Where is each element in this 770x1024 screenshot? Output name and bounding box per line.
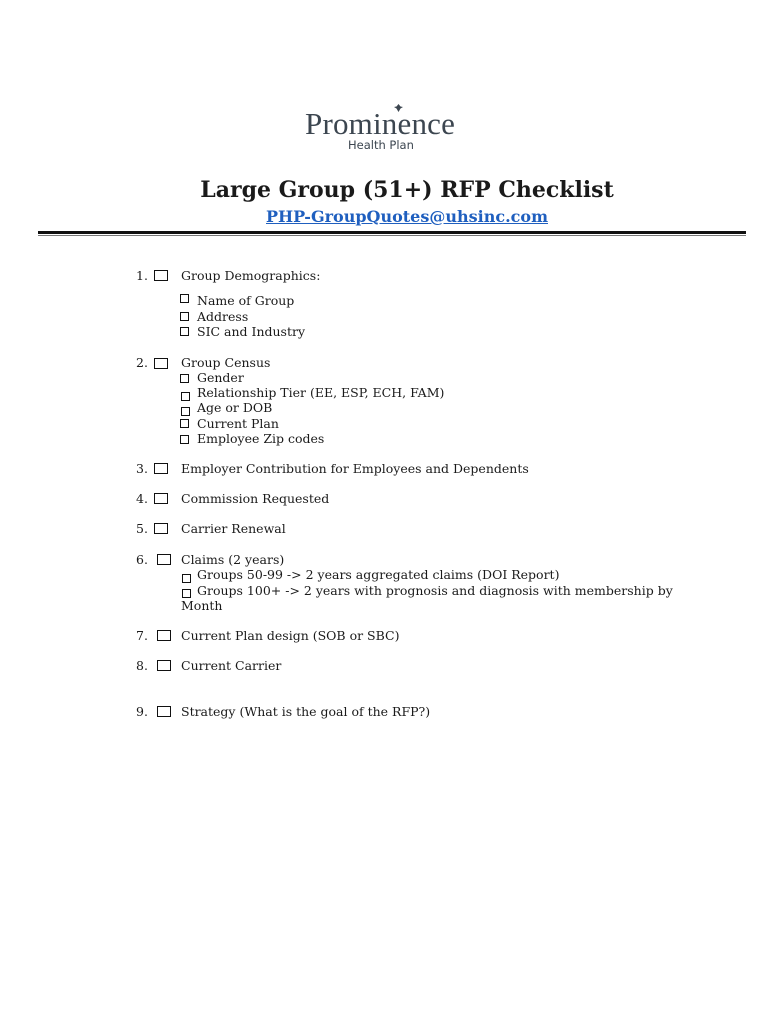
checkbox[interactable] (180, 312, 189, 321)
item-number: 9. (136, 704, 148, 719)
logo-name: Prominence (305, 106, 456, 141)
title-divider (38, 231, 746, 234)
checkbox[interactable] (181, 407, 190, 416)
item-number: 3. (136, 461, 148, 476)
item-number: 7. (136, 628, 148, 643)
checkbox[interactable] (154, 358, 168, 369)
subitem-label: Employee Zip codes (197, 431, 325, 446)
checkbox[interactable] (180, 294, 189, 303)
subitem-label: Current Plan (197, 416, 279, 431)
checkbox[interactable] (181, 392, 190, 401)
checkbox[interactable] (154, 270, 168, 281)
page-title: Large Group (51+) RFP Checklist (200, 177, 614, 203)
checkbox[interactable] (180, 435, 189, 444)
continuation-text: Month (181, 598, 223, 613)
item-label: Current Plan design (SOB or SBC) (181, 628, 400, 643)
subitem-label: Gender (197, 370, 244, 385)
item-label: Carrier Renewal (181, 521, 286, 536)
item-number: 2. (136, 355, 148, 370)
item-number: 8. (136, 658, 148, 673)
item-label: Commission Requested (181, 491, 330, 506)
subitem-label: Address (197, 309, 249, 324)
email-link[interactable]: PHP-GroupQuotes@uhsinc.com (266, 207, 548, 226)
checkbox[interactable] (157, 706, 171, 717)
subitem-label: Groups 100+ -> 2 years with prognosis and diagnosis with membership by (197, 583, 673, 598)
checkbox[interactable] (180, 327, 189, 336)
item-label: Strategy (What is the goal of the RFP?) (181, 704, 431, 719)
item-label: Group Demographics: (181, 268, 321, 283)
item-label: Employer Contribution for Employees and Dependents (181, 461, 529, 476)
item-label: Claims (2 years) (181, 552, 285, 567)
subitem-label: Relationship Tier (EE, ESP, ECH, FAM) (197, 385, 445, 400)
company-logo (300, 104, 470, 154)
title-divider-thin (38, 235, 746, 236)
item-number: 1. (136, 268, 148, 283)
checkbox[interactable] (154, 493, 168, 504)
checkbox[interactable] (157, 660, 171, 671)
item-number: 4. (136, 491, 148, 506)
item-label: Current Carrier (181, 658, 282, 673)
checkbox[interactable] (157, 630, 171, 641)
checkbox[interactable] (154, 463, 168, 474)
checkbox[interactable] (154, 523, 168, 534)
item-label: Group Census (181, 355, 271, 370)
logo-tagline: Health Plan (348, 138, 414, 152)
checkbox[interactable] (180, 419, 189, 428)
item-number: 5. (136, 521, 148, 536)
checkbox[interactable] (157, 554, 171, 565)
checkbox[interactable] (182, 574, 191, 583)
checkbox[interactable] (182, 589, 191, 598)
subitem-label: SIC and Industry (197, 324, 306, 339)
subitem-label: Groups 50-99 -> 2 years aggregated claims (DOI Report) (197, 567, 560, 582)
item-number: 6. (136, 552, 148, 567)
subitem-label: Name of Group (197, 293, 295, 308)
checkbox[interactable] (180, 374, 189, 383)
subitem-label: Age or DOB (197, 400, 273, 415)
